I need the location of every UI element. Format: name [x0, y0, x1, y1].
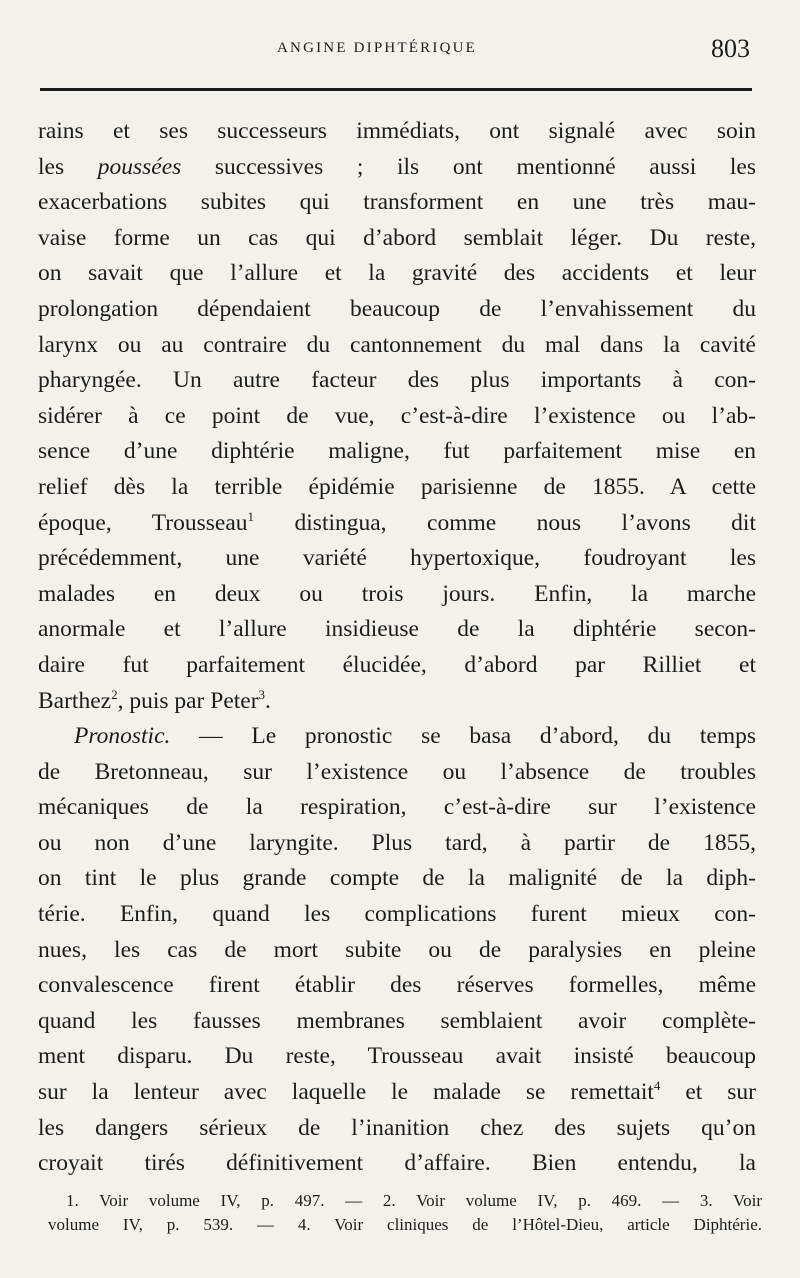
footnote-ref: 4	[653, 1078, 661, 1094]
text-line: les dangers sérieux de l’inanition chez des sujets qu’on	[38, 1114, 756, 1141]
footnote-ref: 1	[247, 508, 255, 524]
text-line: exacerbations subites qui transforment en une très mau-	[38, 189, 756, 216]
text-line: croyait tirés définitivement d’affaire. Bien entendu, la	[38, 1150, 756, 1177]
text-line: prolongation dépendaient beaucoup de l’envahissement du	[38, 295, 756, 322]
text-line: on savait que l’allure et la gravité des accidents et leur	[38, 260, 756, 287]
running-head	[0, 34, 800, 68]
footnote-ref: 2	[111, 686, 118, 702]
page-number: 803	[711, 34, 750, 63]
text-line: pharyngée. Un autre facteur des plus importants à con-	[38, 367, 756, 394]
text-line: on tint le plus grande compte de la malignité de la diph-	[38, 865, 756, 892]
section-heading: Pronostic.	[74, 723, 171, 750]
text-line: époque, Trousseau$^1$ distingua, comme nous l’avons dit	[38, 508, 756, 536]
text-line: daire fut parfaitement élucidée, d’abord par Rilliet et	[38, 651, 756, 678]
text-line: malades en deux ou trois jours. Enfin, la marche	[38, 580, 756, 607]
text-line: térie. Enfin, quand les complications furent mieux con-	[38, 901, 756, 928]
text-line: Barthez$^2$, puis par Peter$^3$.	[38, 686, 271, 714]
footnote-line: volume IV, p. 539. — 4. Voir cliniques de l’Hôtel-Dieu, article Diphtérie.	[48, 1215, 762, 1234]
footnote-line: 1. Voir volume IV, p. 497. — 2. Voir volume IV, p. 469. — 3. Voir	[66, 1191, 762, 1210]
text-line: de Bretonneau, sur l’existence ou l’absence de troubles	[38, 758, 756, 785]
text-line: vaise forme un cas qui d’abord semblait léger. Du reste,	[38, 224, 756, 251]
text-line: ment disparu. Du reste, Trousseau avait insisté beaucoup	[38, 1043, 756, 1070]
running-title: ANGINE DIPHTÉRIQUE	[277, 40, 477, 56]
text-line: ou non d’une laryngite. Plus tard, à partir de 1855,	[38, 829, 756, 856]
emphasis-text: poussées	[97, 153, 182, 180]
footnote-ref: 3	[258, 686, 266, 702]
text-line: mécaniques de la respiration, c’est-à-dire sur l’existence	[38, 794, 756, 821]
text-line: sidérer à ce point de vue, c’est-à-dire l’existence ou l’ab-	[38, 402, 756, 429]
text-line: Pronostic. — Le pronostic se basa d’abord, du temps	[74, 723, 756, 750]
text-line: anormale et l’allure insidieuse de la diphtérie secon-	[38, 616, 756, 643]
text-line: quand les fausses membranes semblaient avoir complète-	[38, 1007, 756, 1034]
text-line: nues, les cas de mort subite ou de paralysies en pleine	[38, 936, 756, 963]
text-line: les poussées successives ; ils ont mentionné aussi les	[38, 153, 756, 180]
body-text	[38, 114, 756, 1182]
text-line: sur la lenteur avec laquelle le malade se remettait$^4$ et sur	[38, 1078, 756, 1106]
text-line: larynx ou au contraire du cantonnement du mal dans la cavité	[38, 331, 756, 358]
footnotes	[48, 1189, 762, 1237]
text-line: sence d’une diphtérie maligne, fut parfaitement mise en	[38, 438, 756, 465]
header-rule	[40, 88, 752, 91]
text-line: convalescence firent établir des réserves formelles, même	[38, 972, 756, 999]
text-line: rains et ses successeurs immédiats, ont signalé avec soin	[38, 118, 756, 144]
text-line: précédemment, une variété hypertoxique, foudroyant les	[38, 545, 756, 572]
text-line: relief dès la terrible épidémie parisienne de 1855. A cette	[38, 473, 756, 500]
